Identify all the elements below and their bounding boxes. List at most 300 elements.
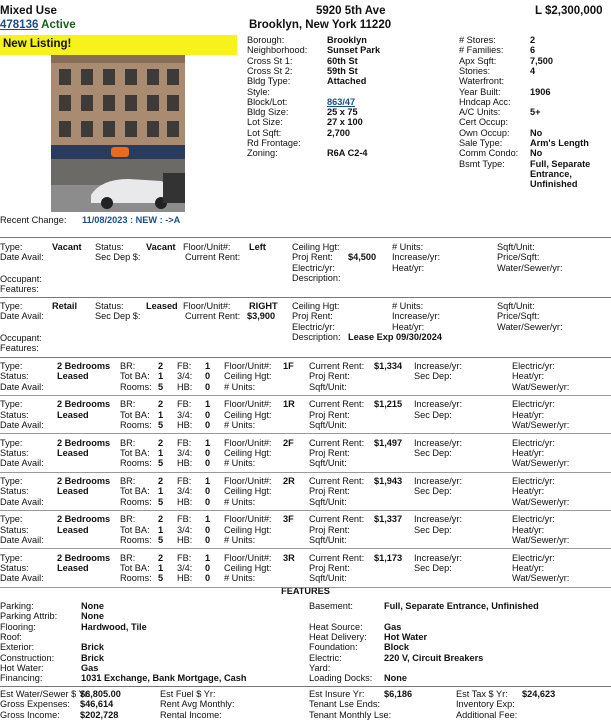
rooms-label: Rooms:	[120, 573, 152, 584]
status-label: Status:	[0, 409, 29, 420]
sec-dep-label: Sec Dep:	[414, 562, 452, 573]
unit-type-value: 2 Bedrooms	[57, 399, 111, 410]
detail-value: Arm's Length	[530, 138, 589, 148]
date-avail-label: Date Avail:	[0, 311, 44, 322]
current-rent-value: $3,900	[247, 311, 276, 322]
floor-value: 2R	[283, 475, 295, 486]
unit-type-label: Type:	[0, 552, 23, 563]
features-label: Features:	[0, 343, 39, 353]
fb-label: FB:	[177, 475, 192, 486]
financial-label: Est Water/Sewer $ Yr:	[0, 689, 91, 699]
heat-label: Heat/yr:	[512, 409, 545, 420]
status-value: Leased	[57, 409, 89, 420]
three-quarter-value: 0	[205, 447, 211, 458]
financial-label: Rent Avg Monthly:	[160, 699, 235, 710]
status-label: Status:	[0, 524, 29, 535]
sec-dep-label: Sec Dep:	[414, 447, 452, 458]
city-state-zip: Brooklyn, New York 11220	[249, 19, 392, 31]
section-divider	[0, 237, 611, 238]
br-label: BR:	[120, 399, 136, 410]
ceiling-label: Ceiling Hgt:	[224, 371, 272, 382]
recent-change-label: Recent Change:	[0, 215, 67, 225]
date-avail-label: Date Avail:	[0, 534, 44, 545]
fb-value: 1	[205, 552, 211, 563]
feature-label: Financing:	[0, 673, 43, 684]
hb-value: 0	[205, 381, 211, 392]
detail-label: Block/Lot:	[247, 96, 288, 107]
feature-label: Parking Attrib:	[0, 611, 58, 622]
section-divider	[0, 472, 611, 473]
sqft-label: Sqft/Unit:	[309, 381, 347, 392]
detail-value: Full, Separate	[530, 158, 591, 169]
current-rent-value: $1,215	[374, 399, 403, 410]
fb-value: 1	[205, 514, 211, 525]
sec-dep-label: Sec Dep:	[414, 409, 452, 420]
financial-label: Gross Income:	[0, 709, 60, 720]
ceiling-label: Ceiling Hgt:	[224, 486, 272, 497]
sqft-label: Sqft/Unit:	[497, 301, 535, 311]
detail-label: Bsmt Type:	[459, 158, 505, 169]
unit-type-label: Type:	[0, 399, 23, 410]
current-rent-label: Current Rent:	[309, 399, 365, 410]
unit-type-value: 2 Bedrooms	[57, 437, 111, 448]
fb-label: FB:	[177, 437, 192, 448]
date-avail-label: Date Avail:	[0, 496, 44, 507]
br-value: 2	[158, 361, 164, 371]
detail-value: 6	[530, 45, 536, 56]
unit-type-label: Type:	[0, 475, 23, 486]
section-divider	[0, 433, 611, 434]
address: 5920 5th Ave	[316, 5, 386, 17]
units-label: # Units:	[224, 419, 256, 430]
unit-type-value: 2 Bedrooms	[57, 552, 111, 563]
detail-label: Stories:	[459, 65, 491, 76]
electric-label: Electric/yr:	[512, 399, 555, 410]
detail-label: Sale Type:	[459, 138, 503, 148]
detail-label: Bldg Type:	[247, 76, 291, 87]
date-avail-label: Date Avail:	[0, 458, 44, 469]
date-avail-label: Date Avail:	[0, 252, 44, 263]
detail-label: Rd Frontage:	[247, 138, 301, 148]
recent-change-value: 11/08/2023 : NEW : ->A	[82, 215, 181, 225]
feature-label: Loading Docks:	[309, 673, 373, 684]
detail-value: 2,700	[327, 127, 350, 138]
current-rent-value: $1,173	[374, 552, 403, 563]
hb-value: 0	[205, 573, 211, 584]
feature-value: Gas	[384, 621, 402, 632]
financial-label: Tenant Monthly Lse:	[309, 709, 392, 720]
feature-value: Gas	[81, 662, 99, 673]
status-label: Status:	[0, 447, 29, 458]
feature-value: Block	[384, 642, 410, 653]
floor-value: 3F	[283, 514, 294, 525]
tot-ba-label: Tot BA:	[120, 447, 150, 458]
sec-dep-label: Sec Dep:	[414, 486, 452, 497]
floor-label: Floor/Unit#:	[224, 475, 272, 486]
section-divider	[0, 587, 611, 588]
section-divider	[0, 510, 611, 511]
feature-label: Flooring:	[0, 621, 36, 632]
rooms-value: 5	[158, 419, 164, 430]
unit-floor-value: Left	[249, 242, 266, 252]
unit-type-label: Type:	[0, 361, 23, 371]
rooms-label: Rooms:	[120, 534, 152, 545]
floor-value: 3R	[283, 552, 295, 563]
description-value: Lease Exp 09/30/2024	[348, 332, 442, 342]
increase-label: Increase/yr:	[392, 311, 440, 322]
current-rent-label: Current Rent:	[309, 437, 365, 448]
proj-rent-label: Proj Rent:	[309, 524, 350, 535]
unit-floor-label: Floor/Unit#:	[183, 301, 231, 311]
status-label: Status:	[0, 371, 29, 382]
hb-label: HB:	[177, 419, 193, 430]
detail-value: 2	[530, 35, 536, 45]
detail-label: # Stores:	[459, 35, 496, 45]
detail-value: 4	[530, 65, 536, 76]
heat-label: Heat/yr:	[512, 371, 545, 382]
fb-value: 1	[205, 399, 211, 410]
br-value: 2	[158, 437, 164, 448]
units-label: # Units:	[224, 496, 256, 507]
heat-label: Heat/yr:	[392, 262, 425, 273]
unit-type-value: Vacant	[52, 242, 82, 252]
ceiling-label: Ceiling Hgt:	[224, 447, 272, 458]
unit-type-label: Type:	[0, 514, 23, 525]
rooms-value: 5	[158, 496, 164, 507]
current-rent-value: $1,334	[374, 361, 403, 371]
date-avail-label: Date Avail:	[0, 419, 44, 430]
feature-label: Parking:	[0, 601, 34, 611]
tot-ba-value: 1	[158, 524, 164, 535]
three-quarter-label: 3/4:	[177, 409, 193, 420]
financial-label: Rental Income:	[160, 709, 222, 720]
heat-label: Heat/yr:	[392, 321, 425, 332]
rooms-value: 5	[158, 573, 164, 584]
listing-status-line	[0, 20, 76, 32]
unit-type-value: 2 Bedrooms	[57, 514, 111, 525]
detail-value: Sunset Park	[327, 45, 381, 56]
feature-label: Exterior:	[0, 642, 35, 653]
current-rent-label: Current Rent:	[185, 311, 241, 322]
hb-label: HB:	[177, 381, 193, 392]
rooms-value: 5	[158, 458, 164, 469]
water-label: Wat/Sewer/yr:	[512, 381, 570, 392]
status-badge: Active	[41, 19, 76, 31]
electric-label: Electric/yr:	[512, 475, 555, 486]
detail-value: 59th St	[327, 65, 358, 76]
proj-rent-label: Proj Rent:	[292, 311, 333, 322]
section-divider	[0, 357, 611, 358]
feature-value: Hardwood, Tile	[81, 621, 147, 632]
water-label: Wat/Sewer/yr:	[512, 496, 570, 507]
proj-rent-label: Proj Rent:	[309, 371, 350, 382]
feature-label: Basement:	[309, 601, 353, 611]
detail-label: A/C Units:	[459, 107, 501, 118]
financial-value: $6,805.00	[80, 689, 121, 699]
feature-value: 1031 Exchange, Bank Mortgage, Cash	[81, 673, 247, 684]
electric-label: Electric/yr:	[512, 552, 555, 563]
detail-label: Borough:	[247, 35, 285, 45]
ceiling-label: Ceiling Hgt:	[224, 524, 272, 535]
financial-label: Gross Expenses:	[0, 699, 70, 710]
water-label: Water/Sewer/yr:	[497, 321, 563, 332]
detail-label: Cross St 2:	[247, 65, 293, 76]
property-photo[interactable]	[51, 55, 185, 212]
water-label: Wat/Sewer/yr:	[512, 458, 570, 469]
detail-label: Year Built:	[459, 86, 501, 97]
financial-label: Est Fuel $ Yr:	[160, 689, 216, 699]
hb-value: 0	[205, 458, 211, 469]
status-value: Leased	[57, 447, 89, 458]
sec-dep-label: Sec Dep $:	[95, 311, 141, 322]
feature-label: Hot Water:	[0, 662, 44, 673]
proj-rent-label: Proj Rent:	[309, 447, 350, 458]
status-value: Leased	[57, 524, 89, 535]
proj-rent-label: Proj Rent:	[309, 562, 350, 573]
detail-label: Comm Condo:	[459, 148, 519, 159]
three-quarter-label: 3/4:	[177, 562, 193, 573]
occupant-label: Occupant:	[0, 274, 42, 284]
description-label: Description:	[292, 273, 341, 283]
detail-label: Cert Occup:	[459, 117, 509, 128]
feature-label: Construction:	[0, 652, 55, 663]
three-quarter-value: 0	[205, 371, 211, 382]
hb-label: HB:	[177, 458, 193, 469]
br-label: BR:	[120, 437, 136, 448]
water-label: Wat/Sewer/yr:	[512, 573, 570, 584]
detail-value: 5+	[530, 107, 541, 118]
detail-label: Waterfront:	[459, 76, 505, 87]
br-value: 2	[158, 514, 164, 525]
sqft-label: Sqft/Unit:	[497, 242, 535, 252]
feature-label: Heat Source:	[309, 621, 363, 632]
feature-label: Foundation:	[309, 642, 358, 653]
feature-label: Roof:	[0, 631, 22, 642]
price-sqft-label: Price/Sqft:	[497, 311, 540, 322]
unit-floor-value: RIGHT	[249, 301, 278, 311]
detail-value: 1906	[530, 86, 551, 97]
units-label: # Units:	[224, 573, 256, 584]
increase-label: Increase/yr:	[414, 437, 462, 448]
feature-value: 220 V, Circuit Breakers	[384, 652, 484, 663]
current-rent-value: $1,337	[374, 514, 403, 525]
increase-label: Increase/yr:	[414, 399, 462, 410]
detail-value: 25 x 75	[327, 107, 358, 118]
section-divider	[0, 297, 611, 298]
three-quarter-label: 3/4:	[177, 524, 193, 535]
fb-value: 1	[205, 437, 211, 448]
unit-type-label: Type:	[0, 301, 23, 311]
increase-label: Increase/yr:	[414, 361, 462, 371]
tot-ba-value: 1	[158, 447, 164, 458]
feature-value: None	[81, 601, 104, 611]
floor-label: Floor/Unit#:	[224, 514, 272, 525]
detail-value: No	[530, 127, 543, 138]
three-quarter-label: 3/4:	[177, 486, 193, 497]
ceiling-label: Ceiling Hgt:	[224, 562, 272, 573]
three-quarter-value: 0	[205, 562, 211, 573]
tot-ba-label: Tot BA:	[120, 486, 150, 497]
sec-dep-label: Sec Dep $:	[95, 252, 141, 263]
fb-value: 1	[205, 475, 211, 486]
sqft-label: Sqft/Unit:	[309, 419, 347, 430]
tot-ba-label: Tot BA:	[120, 524, 150, 535]
features-title: FEATURES	[281, 586, 330, 596]
unit-type-label: Type:	[0, 242, 23, 252]
financial-label: Est Tax $ Yr:	[456, 689, 508, 699]
ceiling-label: Ceiling Hgt:	[224, 409, 272, 420]
electric-label: Electric/yr:	[512, 361, 555, 371]
tot-ba-label: Tot BA:	[120, 409, 150, 420]
detail-label: # Families:	[459, 45, 504, 56]
floor-value: 1R	[283, 399, 295, 410]
unit-type-value: 2 Bedrooms	[57, 475, 111, 486]
features-label: Features:	[0, 284, 39, 294]
detail-value: R6A C2-4	[327, 148, 368, 159]
rooms-label: Rooms:	[120, 381, 152, 392]
sec-dep-label: Sec Dep:	[414, 371, 452, 382]
feature-label: Yard:	[309, 662, 331, 673]
units-label: # Units:	[224, 381, 256, 392]
status-label: Status:	[0, 486, 29, 497]
fb-label: FB:	[177, 552, 192, 563]
status-label: Status:	[0, 562, 29, 573]
floor-label: Floor/Unit#:	[224, 437, 272, 448]
detail-label: Own Occup:	[459, 127, 510, 138]
water-label: Wat/Sewer/yr:	[512, 419, 570, 430]
hb-value: 0	[205, 496, 211, 507]
hb-label: HB:	[177, 534, 193, 545]
date-avail-label: Date Avail:	[0, 381, 44, 392]
unit-type-value: 2 Bedrooms	[57, 361, 111, 371]
br-value: 2	[158, 552, 164, 563]
rooms-value: 5	[158, 534, 164, 545]
fb-label: FB:	[177, 361, 192, 371]
unit-status-label: Status:	[95, 301, 124, 311]
unit-status-value: Leased	[146, 301, 178, 311]
current-rent-label: Current Rent:	[309, 514, 365, 525]
rooms-label: Rooms:	[120, 419, 152, 430]
listing-id-link[interactable]: 478136	[0, 19, 39, 31]
financial-label: Est Insure Yr:	[309, 689, 365, 699]
detail-label: Neighborhood:	[247, 45, 308, 56]
br-value: 2	[158, 475, 164, 486]
detail-value[interactable]: 863/47	[327, 96, 356, 107]
feature-label: Heat Delivery:	[309, 631, 367, 642]
detail-value: 7,500	[530, 55, 553, 66]
br-label: BR:	[120, 514, 136, 525]
units-label: # Units:	[224, 458, 256, 469]
rooms-value: 5	[158, 381, 164, 392]
hb-value: 0	[205, 534, 211, 545]
property-type: Mixed Use	[0, 5, 57, 17]
sqft-label: Sqft/Unit:	[309, 573, 347, 584]
electric-label: Electric/yr:	[292, 321, 335, 332]
br-label: BR:	[120, 475, 136, 486]
proj-rent-label: Proj Rent:	[309, 486, 350, 497]
list-price: L $2,300,000	[535, 5, 603, 17]
detail-label: Zoning:	[247, 148, 278, 159]
rooms-label: Rooms:	[120, 496, 152, 507]
current-rent-label: Current Rent:	[309, 552, 365, 563]
heat-label: Heat/yr:	[512, 486, 545, 497]
tot-ba-value: 1	[158, 562, 164, 573]
br-label: BR:	[120, 361, 136, 371]
feature-value: None	[81, 611, 104, 622]
sec-dep-label: Sec Dep:	[414, 524, 452, 535]
date-avail-label: Date Avail:	[0, 573, 44, 584]
current-rent-label: Current Rent:	[309, 475, 365, 486]
detail-label: Bldg Size:	[247, 107, 289, 118]
unit-type-label: Type:	[0, 437, 23, 448]
three-quarter-value: 0	[205, 486, 211, 497]
three-quarter-label: 3/4:	[177, 447, 193, 458]
unit-type-value: Retail	[52, 301, 78, 311]
units-label: # Units:	[224, 534, 256, 545]
occupant-label: Occupant:	[0, 333, 42, 343]
ceiling-label: Ceiling Hgt:	[292, 301, 340, 311]
price-sqft-label: Price/Sqft:	[497, 252, 540, 263]
fb-label: FB:	[177, 514, 192, 525]
electric-label: Electric/yr:	[512, 514, 555, 525]
financial-value: $46,614	[80, 699, 114, 710]
financial-label: Inventory Exp:	[456, 699, 515, 710]
units-label: # Units:	[392, 242, 424, 252]
detail-label: Style:	[247, 86, 270, 97]
floor-value: 1F	[283, 361, 294, 371]
new-listing-banner: New Listing!	[0, 35, 237, 55]
rooms-label: Rooms:	[120, 458, 152, 469]
heat-label: Heat/yr:	[512, 447, 545, 458]
hb-label: HB:	[177, 573, 193, 584]
three-quarter-label: 3/4:	[177, 371, 193, 382]
feature-value: Brick	[81, 652, 104, 663]
feature-value: None	[384, 673, 407, 684]
proj-rent-value: $4,500	[348, 252, 377, 263]
detail-label: Lot Size:	[247, 117, 283, 128]
increase-label: Increase/yr:	[392, 252, 440, 263]
ceiling-label: Ceiling Hgt:	[292, 242, 340, 252]
increase-label: Increase/yr:	[414, 514, 462, 525]
water-label: Water/Sewer/yr:	[497, 262, 563, 273]
financial-label: Tenant Lse Ends:	[309, 699, 380, 710]
current-rent-value: $1,943	[374, 475, 403, 486]
status-value: Leased	[57, 562, 89, 573]
detail-value: Entrance,	[530, 168, 572, 179]
units-label: # Units:	[392, 301, 424, 311]
br-label: BR:	[120, 552, 136, 563]
section-divider	[0, 686, 611, 687]
floor-label: Floor/Unit#:	[224, 399, 272, 410]
tot-ba-label: Tot BA:	[120, 562, 150, 573]
status-value: Leased	[57, 486, 89, 497]
water-label: Wat/Sewer/yr:	[512, 534, 570, 545]
floor-label: Floor/Unit#:	[224, 552, 272, 563]
current-rent-value: $1,497	[374, 437, 403, 448]
tot-ba-value: 1	[158, 371, 164, 382]
unit-status-value: Vacant	[146, 242, 176, 252]
hb-value: 0	[205, 419, 211, 430]
status-value: Leased	[57, 371, 89, 382]
detail-value: Attached	[327, 76, 367, 87]
electric-label: Electric/yr:	[292, 262, 335, 273]
detail-value: Unfinished	[530, 179, 578, 190]
hb-label: HB:	[177, 496, 193, 507]
sqft-label: Sqft/Unit:	[309, 534, 347, 545]
sqft-label: Sqft/Unit:	[309, 458, 347, 469]
three-quarter-value: 0	[205, 524, 211, 535]
detail-value: No	[530, 148, 543, 159]
